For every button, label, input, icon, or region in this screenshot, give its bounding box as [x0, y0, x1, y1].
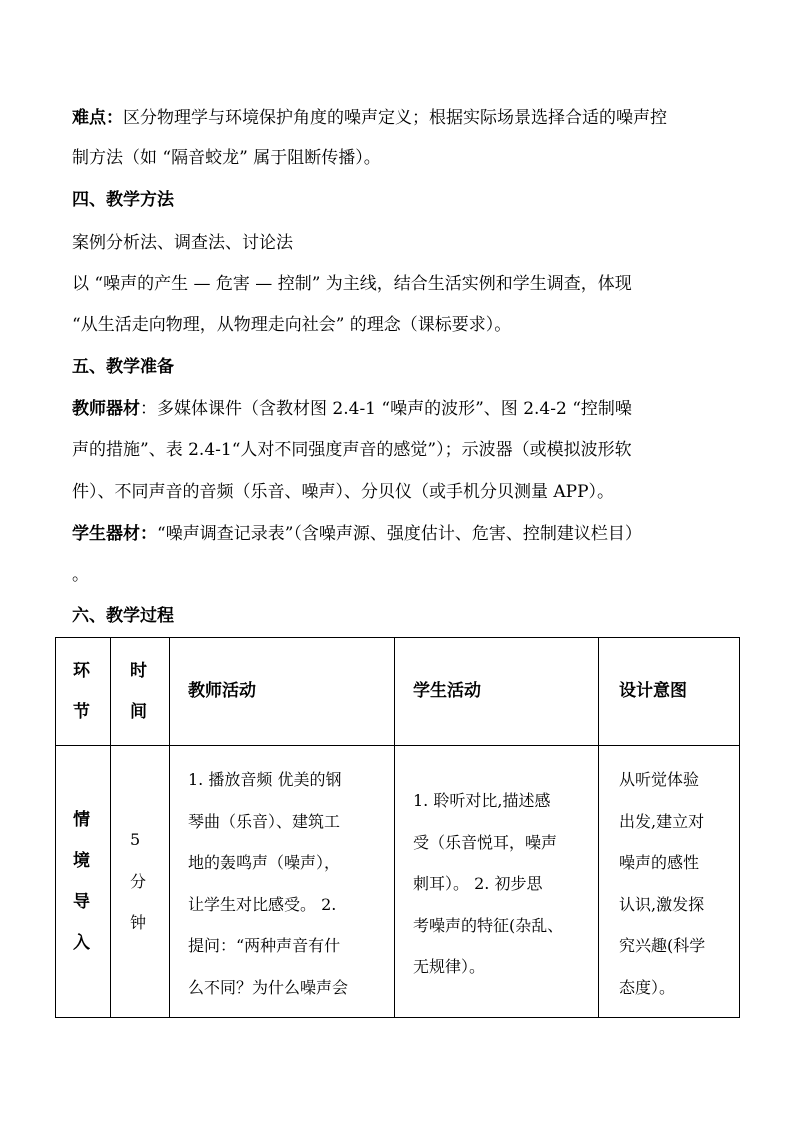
- row1-time: [111, 746, 170, 1018]
- row1-time-line-3: 钟: [130, 913, 147, 932]
- difficulty-label: 难点：: [72, 108, 123, 128]
- header-design-intent-label: 设计意图: [619, 681, 687, 701]
- row1-teacher-line-3: 地的轰鸣声（噪声），: [188, 853, 341, 872]
- header-student-activity: [395, 638, 599, 746]
- row1-intent-line-1: 从听觉体验: [619, 770, 700, 789]
- student-equipment-line-1: [72, 523, 642, 545]
- student-equipment-label: 学生器材：: [72, 524, 157, 544]
- section-4-title: 四、教学方法: [72, 190, 174, 210]
- row1-time-line-1: 5: [130, 830, 141, 849]
- teaching-process-table: [55, 637, 740, 1018]
- row1-teacher-activity: [170, 746, 395, 1018]
- student-equipment-line-2: 。: [72, 565, 89, 585]
- teacher-equipment-label: 教师器材: [72, 399, 140, 419]
- row1-teacher-line-1: 1. 播放音频 优美的钢: [188, 770, 342, 789]
- teacher-equipment-line-3: 件）、不同声音的音频（乐音、噪声）、分贝仪（或手机分贝测量 APP）。: [72, 482, 615, 502]
- teacher-equipment-colon: ：: [140, 399, 157, 419]
- row1-teacher-line-4: 让学生对比感受。 2.: [188, 894, 337, 914]
- row1-student-line-1: 1. 聆听对比,描述感: [413, 791, 551, 810]
- row1-intent-line-6: 态度）。: [619, 977, 676, 997]
- row1-intent-line-5: 究兴趣(科学: [619, 936, 706, 955]
- row1-student-line-2: 受（乐音悦耳，噪声: [413, 832, 558, 852]
- row1-teacher-line-2: 琴曲（乐音）、建筑工: [188, 811, 341, 831]
- student-equipment-text-1: “噪声调查记录表”（含噪声源、强度估计、危害、控制建议栏目）: [157, 524, 642, 544]
- row1-intent-line-2: 出发,建立对: [619, 811, 705, 831]
- row1-time-line-2: 分: [130, 871, 147, 891]
- methods-desc-2: “从生活走向物理，从物理走向社会” 的理念（课标要求）。: [72, 315, 512, 335]
- row1-intent-line-4: 认识,激发探: [619, 894, 705, 914]
- section-6-title: 六、教学过程: [72, 606, 174, 626]
- section-5-title: 五、教学准备: [72, 357, 174, 377]
- table-row: [56, 746, 740, 1018]
- header-teacher-activity-label: 教师活动: [188, 681, 256, 701]
- row1-stage: [56, 746, 111, 1018]
- header-design-intent: [599, 638, 740, 746]
- row1-stage-char-3: 导: [73, 892, 90, 912]
- table-header-row: [56, 638, 740, 746]
- header-stage-char-2: 节: [73, 702, 90, 722]
- row1-student-line-5: 无规律）。: [413, 957, 486, 976]
- row1-stage-char-2: 境: [73, 851, 90, 871]
- difficulty-text-1: 区分物理学与环境保护角度的噪声定义；根据实际场景选择合适的噪声控: [123, 108, 667, 128]
- header-time: [111, 638, 170, 746]
- row1-teacher-line-6: 么不同？为什么噪声会: [188, 977, 349, 997]
- row1-student-activity: [395, 746, 599, 1018]
- methods-list: 案例分析法、调查法、讨论法: [72, 233, 293, 253]
- teacher-equipment-text-1: 多媒体课件（含教材图 2.4-1 “噪声的波形”、图 2.4-2 “控制噪: [157, 399, 632, 419]
- header-student-activity-label: 学生活动: [413, 681, 481, 701]
- row1-teacher-line-5: 提问：“两种声音有什: [188, 936, 341, 955]
- row1-student-line-4: 考噪声的特征(杂乱、: [413, 915, 564, 935]
- row1-student-line-3: 刺耳）。 2. 初步思: [413, 874, 543, 893]
- difficulty-line-1: [72, 107, 667, 129]
- row1-stage-char-1: 情: [73, 810, 90, 830]
- header-teacher-activity: [170, 638, 395, 746]
- row1-intent-line-3: 噪声的感性: [619, 853, 700, 872]
- difficulty-line-2: 制方法（如 “隔音蛟龙” 属于阻断传播）。: [72, 148, 381, 168]
- row1-design-intent: [599, 746, 740, 1018]
- header-time-char-2: 间: [130, 702, 147, 722]
- header-time-char-1: 时: [130, 661, 147, 681]
- teacher-equipment-line-1: [72, 398, 632, 420]
- header-stage: [56, 638, 111, 746]
- row1-stage-char-4: 入: [73, 933, 90, 953]
- header-stage-char-1: 环: [73, 661, 90, 681]
- teacher-equipment-line-2: 声的措施”、表 2.4-1“人对不同强度声音的感觉”）；示波器（或模拟波形软: [72, 440, 632, 460]
- methods-desc-1: 以 “噪声的产生 — 危害 — 控制” 为主线，结合生活实例和学生调查，体现: [72, 274, 632, 294]
